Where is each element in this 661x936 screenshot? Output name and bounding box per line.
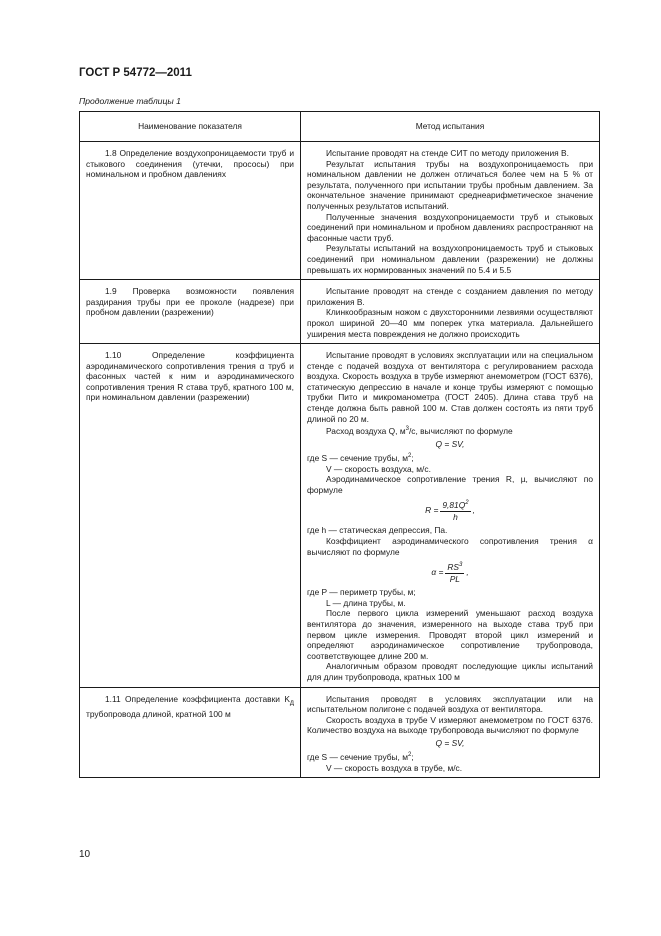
method-paragraph: Результаты испытаний на воздухопроницаемость труб и стыковых соединений при номинальном давлении (разрежении) не должны превышать их нормированных значений по 5.4 и 5.5 <box>307 243 593 275</box>
table-row <box>80 142 600 280</box>
indicator-cell <box>80 687 301 778</box>
column-header-method: Метод испытания <box>301 112 600 142</box>
formula-fraction <box>445 560 464 584</box>
formula-numerator: $RS^3$ <box>447 561 463 572</box>
table-continuation-label: Продолжение таблицы 1 <box>79 96 181 106</box>
method-cell <box>301 344 600 687</box>
where-line: V — скорость воздуха, м/с. <box>326 463 431 474</box>
indicator-text: 1.10 Определение коэффициента аэродинамического сопротивления трения α труб и фасонных частей к ним и аэродинамического сопротивления трения R става труб, кратного 100 м, при номинальном давлении (разрежении) <box>86 350 294 403</box>
formula-alpha <box>307 560 593 584</box>
formula-flow: Q = SV, <box>435 438 465 449</box>
method-paragraph: Аэродинамическое сопротивление трения R, µ, вычисляют по формуле <box>307 474 593 495</box>
indicator-cell <box>80 142 301 280</box>
text-fragment: ; <box>411 752 414 763</box>
table-row <box>80 687 600 778</box>
superscript: 2 <box>407 453 412 460</box>
where-line <box>307 451 593 463</box>
method-paragraph: Испытание проводят на стенде с созданием давления по методу приложения В. <box>307 286 593 307</box>
method-paragraph: Результат испытания трубы на воздухопроницаемость при номинальном давлении не должен отличаться более чем на 5 % от результата, полученного при испытании трубы пробным давлением. За окончательное значение принимают среднеарифметическое значение полученных результатов испытаний. <box>307 158 593 211</box>
column-header-indicator: Наименование показателя <box>80 112 301 142</box>
formula-denominator: h <box>453 511 458 522</box>
formula-numerator: $9,81Q^2$ <box>442 500 469 511</box>
where-line: L — длина трубы, м. <box>326 597 406 608</box>
formula-lhs: α = <box>431 566 444 577</box>
where-line: где P — периметр трубы, м; <box>307 587 416 598</box>
text-fragment: где S — сечение трубы, м <box>307 453 408 464</box>
indicator-cell <box>80 280 301 344</box>
where-line: где h — статическая депрессия, Па. <box>307 525 448 536</box>
formula-resistance <box>307 498 593 522</box>
method-cell <box>301 280 600 344</box>
methods-table <box>79 111 600 778</box>
method-paragraph: Испытание проводят на стенде СИТ по методу приложения В. <box>326 148 569 158</box>
table-header-row <box>80 112 600 142</box>
formula-fraction <box>440 498 470 522</box>
method-paragraph: Скорость воздуха в трубе V измеряют анемометром по ГОСТ 6376. Количество воздуха на выходе трубопровода вычисляют по формуле <box>307 714 593 736</box>
where-line <box>307 750 593 762</box>
method-cell <box>301 687 600 778</box>
indicator-text: 1.11 Определение коэффициента доставки $K_д$ трубопровода длиной, кратной 100 м <box>86 693 294 719</box>
page-number: 10 <box>79 849 91 860</box>
method-paragraph: Полученные значения воздухопроницаемости труб и стыковых соединений при номинальном и пробном давлениях распространяют на фасонные части труб. <box>307 211 593 243</box>
text-fragment: Расход воздуха Q, м <box>326 426 406 437</box>
formula-denominator: PL <box>449 573 460 584</box>
text-fragment: где S — сечение трубы, м <box>307 752 408 763</box>
formula-tail: , <box>466 566 469 577</box>
method-paragraph: Испытания проводят в условиях эксплуатации или на испытательном полигоне с подачей воздуха от вентилятора. <box>307 693 593 715</box>
superscript: 2 <box>407 752 412 759</box>
text-fragment: /с, вычисляют по формуле <box>408 426 513 437</box>
subscript: д <box>289 699 294 707</box>
method-paragraph: Аналогичным образом проводят последующие циклы испытаний для длин трубопровода, кратных 100 м <box>307 661 593 682</box>
indicator-text: 1.9 Проверка возможности появления раздирания трубы при ее проколе (надрезе) при пробном давлении (разрежении) <box>86 286 294 318</box>
formula-flow: Q = SV, <box>435 737 465 748</box>
method-paragraph: После первого цикла измерений уменьшают расход воздуха вентилятора до значения, измеренного на выходе става труб при первом цикле измерения. Проводят второй цикл измерений и определяют аэродинамическое сопротивление трубопровода, соответствующее длине 200 м. <box>307 608 593 661</box>
method-paragraph <box>307 424 593 436</box>
document-id: ГОСТ Р 54772—2011 <box>79 67 192 79</box>
table-row <box>80 344 600 687</box>
formula-tail: , <box>472 505 475 516</box>
indicator-text: 1.8 Определение воздухопроницаемости труб и стыкового соединения (утечки, прососы) при номинальном и пробном давлениях <box>86 148 294 180</box>
method-paragraph: Испытание проводят в условиях эксплуатации или на специальном стенде с подачей воздуха от вентилятора с регулированием расхода воздуха. Скорость воздуха в трубе измеряют анемометром (ГОСТ 6376), статическую депрессию в начале и конце трубы измеряют с помощью трубки Пито и микроманометра (ГОСТ 2405). Длина става труб на стенде должна быть равной 100 м. Став должен состоять из пяти труб длиной по 20 м. <box>307 350 593 424</box>
method-paragraph: Коэффициент аэродинамического сопротивления трения α вычисляют по формуле <box>307 535 593 557</box>
formula-lhs: R = <box>425 505 439 516</box>
method-cell <box>301 142 600 280</box>
where-line: V — скорость воздуха в трубе, м/с. <box>326 762 463 773</box>
text-fragment: ; <box>411 453 414 464</box>
table-row <box>80 280 600 344</box>
superscript: 3 <box>405 426 409 433</box>
method-paragraph: Клинкообразным ножом с двухсторонними лезвиями осуществляют прокол шириной 20—40 мм поперек утка материала. Дальнейшего уширения места повреждения не должно происходить <box>307 307 593 339</box>
indicator-cell <box>80 344 301 687</box>
